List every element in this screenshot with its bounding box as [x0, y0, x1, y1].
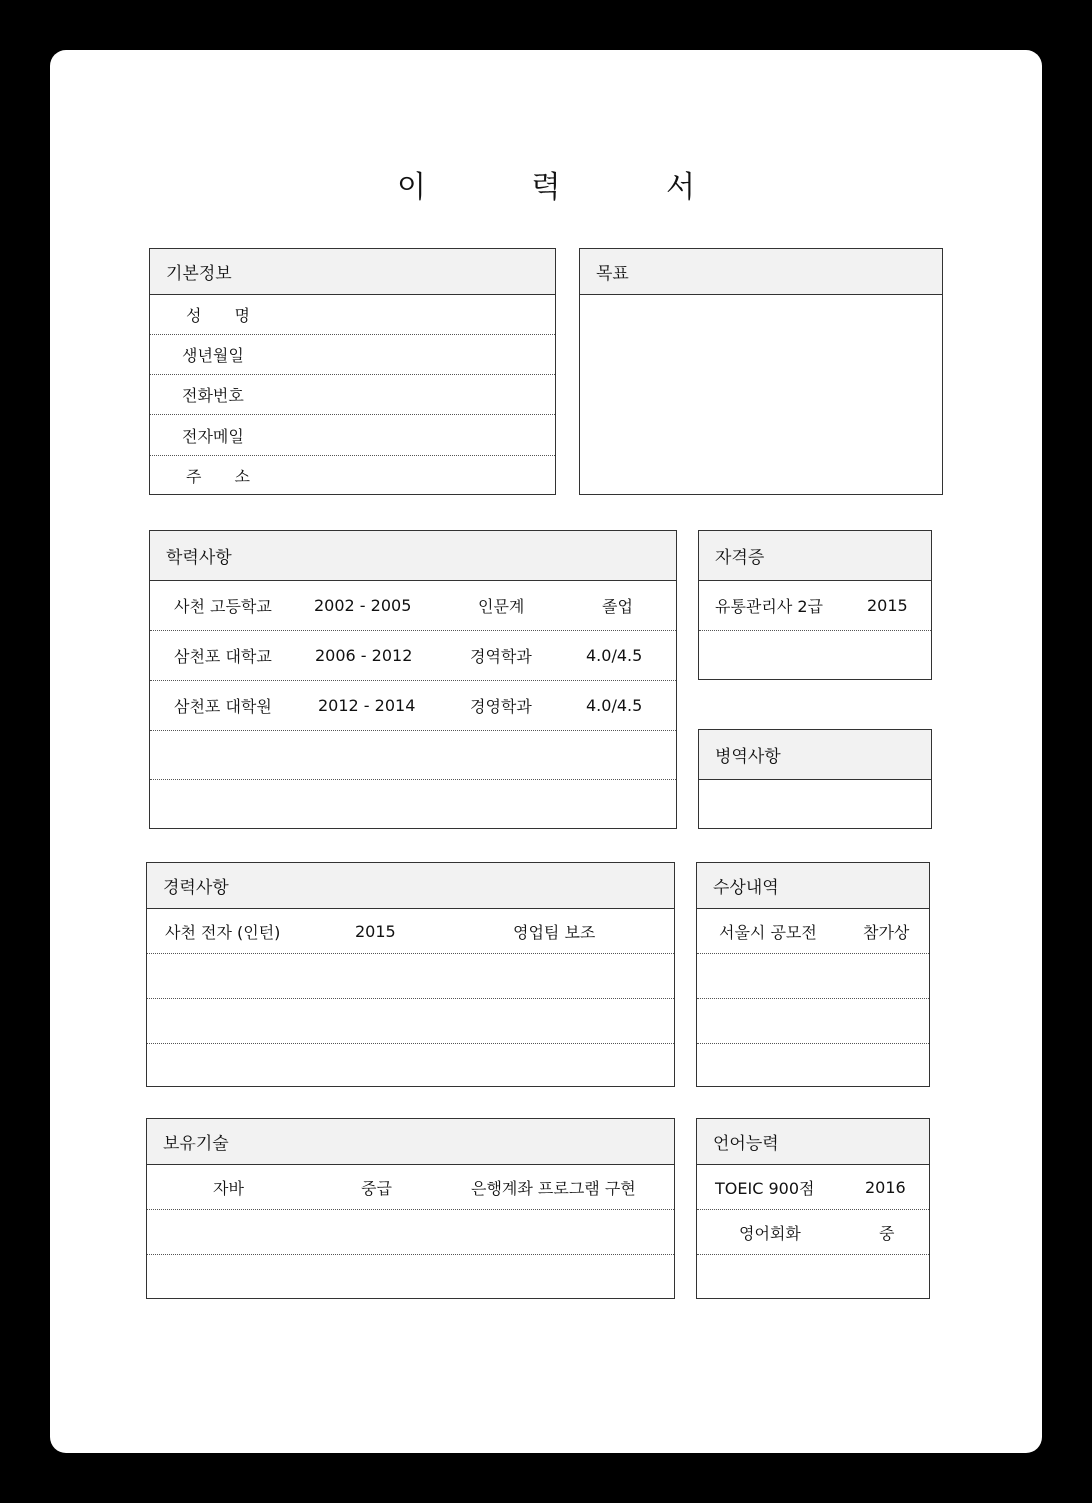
career-section: [146, 862, 675, 1087]
table-row: [147, 954, 674, 999]
page-title: 이 력 서: [396, 170, 743, 205]
military-header: 병역사항: [699, 730, 931, 780]
certificate-name-cell: 유통관리사 2급: [715, 597, 824, 616]
language-test-cell: 영어회화: [739, 1223, 801, 1243]
basic-info-header: 기본정보: [150, 249, 555, 295]
status-cell: 4.0/4.5: [586, 646, 643, 665]
school-cell: 삼천포 대학교: [174, 647, 272, 666]
goal-section: [579, 248, 943, 495]
table-row: [697, 909, 929, 954]
award-name-cell: 서울시 공모전: [719, 922, 817, 942]
table-row: [697, 1255, 929, 1298]
table-row: [147, 909, 674, 954]
field-label-address: 주 소: [186, 466, 264, 486]
table-row: [147, 999, 674, 1044]
languages-section: [696, 1118, 930, 1299]
education-header: 학력사항: [150, 531, 676, 581]
table-row: [697, 999, 929, 1044]
period-cell: 2002 - 2005: [314, 596, 412, 615]
skills-section: [146, 1118, 675, 1299]
basic-info-section: [149, 248, 556, 495]
status-cell: 졸업: [602, 597, 633, 616]
role-cell: 영업팀 보조: [513, 922, 596, 942]
period-cell: 2012 - 2014: [318, 696, 416, 715]
field-label-birth: 생년월일: [182, 346, 244, 365]
certificates-header: 자격증: [699, 531, 931, 581]
table-row: [150, 780, 676, 828]
table-row: [147, 1165, 674, 1210]
awards-header: 수상내역: [697, 863, 929, 909]
language-level-cell: 중: [879, 1223, 895, 1243]
skill-project-cell: 은행계좌 프로그램 구현: [471, 1178, 636, 1198]
table-row: [697, 1210, 929, 1255]
basic-info-row-name: [150, 295, 555, 335]
table-row: [150, 731, 676, 780]
school-cell: 사천 고등학교: [174, 597, 272, 616]
major-cell: 경영학과: [470, 697, 532, 716]
school-cell: 삼천포 대학원: [174, 697, 272, 716]
field-label-name: 성 명: [186, 306, 264, 325]
field-label-email: 전자메일: [182, 426, 244, 446]
table-row: [150, 681, 676, 731]
table-row: [697, 954, 929, 999]
table-row: [147, 1255, 674, 1298]
career-header: 경력사항: [147, 863, 674, 909]
table-row: [699, 581, 931, 631]
basic-info-row-address: [150, 456, 555, 494]
skills-header: 보유기술: [147, 1119, 674, 1165]
skill-name-cell: 자바: [213, 1178, 244, 1198]
basic-info-row-email: [150, 415, 555, 456]
goal-header: 목표: [580, 249, 942, 295]
award-result-cell: 참가상: [863, 922, 910, 942]
basic-info-row-phone: [150, 375, 555, 415]
table-row: [150, 631, 676, 681]
company-cell: 사천 전자 (인턴): [165, 922, 281, 942]
major-cell: 경역학과: [470, 647, 532, 666]
table-row: [697, 1165, 929, 1210]
awards-section: [696, 862, 930, 1087]
table-row: [699, 631, 931, 679]
table-row: [150, 581, 676, 631]
education-section: [149, 530, 677, 829]
skill-level-cell: 중급: [361, 1178, 392, 1198]
language-year-cell: 2016: [865, 1177, 906, 1197]
major-cell: 인문계: [478, 597, 525, 616]
career-year-cell: 2015: [355, 921, 396, 941]
table-row: [697, 1044, 929, 1086]
table-row: [147, 1210, 674, 1255]
certificate-year-cell: 2015: [867, 596, 908, 615]
languages-header: 언어능력: [697, 1119, 929, 1165]
status-cell: 4.0/4.5: [586, 696, 643, 715]
table-row: [147, 1044, 674, 1086]
military-section: [698, 729, 932, 829]
certificates-section: [698, 530, 932, 680]
basic-info-row-birth: [150, 335, 555, 375]
period-cell: 2006 - 2012: [315, 646, 413, 665]
field-label-phone: 전화번호: [182, 386, 244, 405]
language-test-cell: TOEIC 900점: [715, 1178, 815, 1198]
